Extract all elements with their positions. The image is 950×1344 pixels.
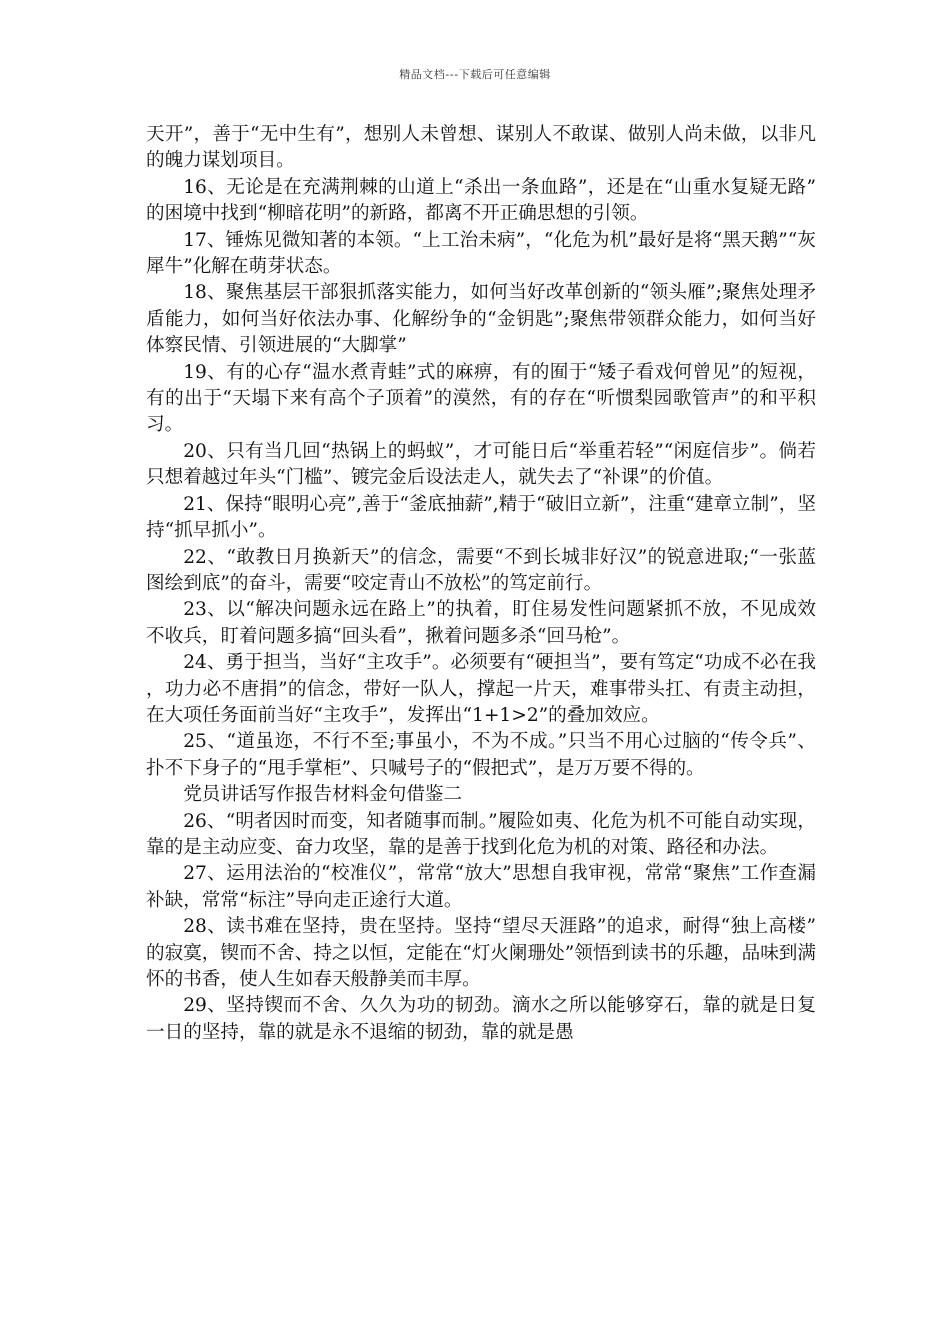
page-header: 精品文档---下载后可任意编辑 — [399, 68, 551, 81]
paragraph-17: 17、锤炼见微知著的本领。“上工治未病”，“化危为机”最好是将“黑天鹅”“灰犀牛”化解在萌芽状态。 — [146, 229, 816, 278]
paragraph-22: 22、“敢教日月换新天”的信念，需要“不到长城非好汉”的锐意进取;“一张蓝图绘到底”的奋斗，需要“咬定青山不放松”的笃定前行。 — [146, 546, 816, 594]
paragraph-23: 23、以“解决问题永远在路上”的执着，盯住易发性问题紧抓不放，不见成效不收兵，盯着问题多搞“回头看”，揪着问题多杀“回马枪”。 — [146, 599, 816, 647]
paragraph-24: 24、勇于担当，当好“主攻手”。必须要有“硬担当”，要有笃定“功成不必在我，功力必不唐捐”的信念，带好一队人，撑起一片天，难事带头扛、有责主动担，在大项任务面前当好“主攻手”，发挥出“1+1>2”的叠加效应。 — [146, 652, 816, 726]
paragraph-26: 26、“明者因时而变，知者随事而制。”履险如夷、化危为机不可能自动实现，靠的是主动应变、奋力攻坚，靠的是善于找到化危为机的对策、路径和办法。 — [146, 810, 816, 858]
paragraph-18: 18、聚焦基层干部狠抓落实能力，如何当好改革创新的“领头雁”;聚焦处理矛盾能力，如何当好依法办事、化解纷争的“金钥匙”;聚焦带领群众能力，如何当好体察民情、引领进展的“大脚掌” — [146, 282, 816, 357]
paragraph-continued: 天开”，善于“无中生有”，想别人未曾想、谋别人不敢谋、做别人尚未做，以非凡的魄力谋划项目。 — [146, 124, 816, 172]
paragraph-19: 19、有的心存“温水煮青蛙”式的麻痹，有的囿于“矮子看戏何曾见”的短视，有的出于“天塌下来有高个子顶着”的漠然，有的存在“听惯梨园歌管声”的和平积习。 — [146, 361, 816, 436]
paragraph-21: 21、保持“眼明心亮”,善于“釜底抽薪”,精于“破旧立新”，注重“建章立制”，坚持“抓早抓小”。 — [146, 493, 816, 542]
paragraph-25: 25、“道虽迩，不行不至;事虽小，不为不成。”只当不用心过脑的“传令兵”、扑不下身子的“甩手掌柜”、只喊号子的“假把式”，是万万要不得的。 — [146, 731, 816, 779]
paragraph-29: 29、坚持锲而不舍、久久为功的韧劲。滴水之所以能够穿石，靠的就是日复一日的坚持，靠的就是永不退缩的韧劲，靠的就是愚 — [146, 995, 816, 1043]
section-heading: 党员讲话写作报告材料金句借鉴二 — [183, 784, 463, 806]
document-body — [146, 122, 816, 1046]
paragraph-28: 28、读书难在坚持，贵在坚持。坚持“望尽天涯路”的追求，耐得“独上高楼”的寂寞，锲而不舍、持之以恒，定能在“灯火阑珊处”领悟到读书的乐趣，品味到满怀的书香，使人生如春天般静美而丰厚。 — [146, 916, 816, 990]
paragraph-16: 16、无论是在充满荆棘的山道上“杀出一条血路”，还是在“山重水复疑无路”的困境中找到“柳暗花明”的新路，都离不开正确思想的引领。 — [146, 176, 816, 225]
paragraph-20: 20、只有当几回“热锅上的蚂蚁”，才可能日后“举重若轻”“闲庭信步”。倘若只想着越过年头“门槛”、镀完金后设法走人，就失去了“补课”的价值。 — [146, 440, 816, 489]
paragraph-27: 27、运用法治的“校准仪”，常常“放大”思想自我审视，常常“聚焦”工作查漏补缺，常常“标注”导向走正途行大道。 — [146, 863, 816, 911]
